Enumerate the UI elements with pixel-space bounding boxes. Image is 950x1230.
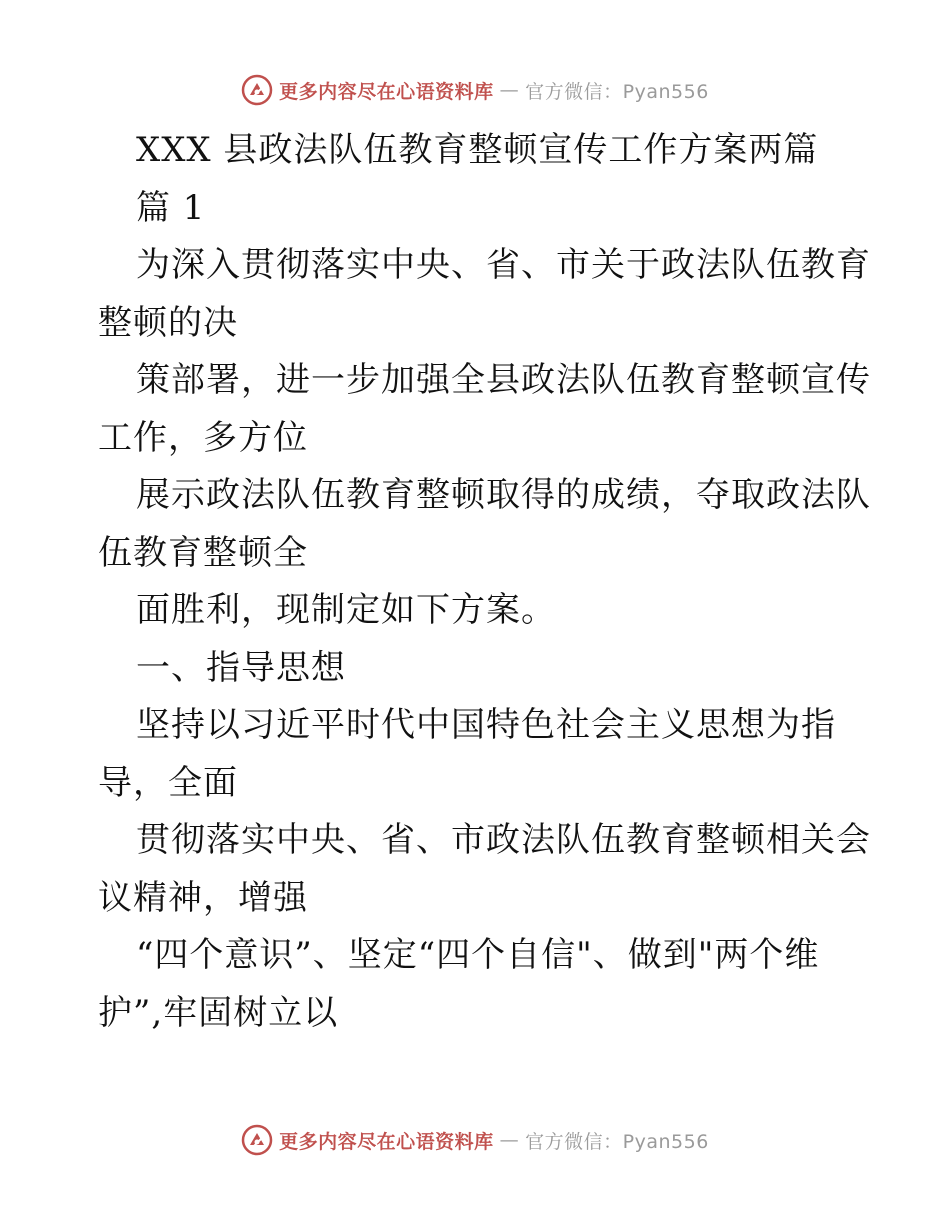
watermark-wechat-text: 官方微信：Pyan556 bbox=[525, 1130, 709, 1153]
paragraph-line: 坚持以习近平时代中国特色社会主义思想为指 bbox=[136, 705, 836, 745]
paragraph-line: 策部署，进一步加强全县政法队伍教育整顿宣传 bbox=[136, 360, 871, 400]
watermark-separator: — bbox=[499, 1129, 520, 1151]
watermark-site-text: 更多内容尽在心语资料库 bbox=[279, 1130, 494, 1153]
header-watermark bbox=[0, 74, 950, 106]
watermark-wechat-text: 官方微信：Pyan556 bbox=[525, 80, 709, 103]
paragraph-line: 议精神，增强 bbox=[98, 877, 308, 918]
paragraph-line: 面胜利，现制定如下方案。 bbox=[136, 590, 556, 630]
document-body bbox=[98, 122, 871, 1042]
paragraph-line: 导，全面 bbox=[98, 762, 238, 803]
section-heading: 一、指导思想 bbox=[136, 647, 346, 688]
logo-icon bbox=[241, 1124, 273, 1156]
paragraph-line: “四个意识”、坚定“四个自信"、做到"两个维 bbox=[136, 935, 820, 975]
paragraph-line: 工作，多方位 bbox=[98, 417, 308, 458]
paragraph-line: 为深入贯彻落实中央、省、市关于政法队伍教育 bbox=[136, 245, 871, 285]
paragraph-line: 展示政法队伍教育整顿取得的成绩，夺取政法队 bbox=[136, 475, 871, 515]
section-heading: 篇 1 bbox=[136, 187, 206, 228]
paragraph-line: 贯彻落实中央、省、市政法队伍教育整顿相关会 bbox=[136, 820, 871, 860]
footer-watermark bbox=[0, 1124, 950, 1156]
paragraph-line: 整顿的决 bbox=[98, 302, 238, 343]
document-title: XXX 县政法队伍教育整顿宣传工作方案两篇 bbox=[136, 130, 819, 170]
paragraph-line: 护”,牢固树立以 bbox=[98, 992, 339, 1033]
logo-icon bbox=[241, 74, 273, 106]
paragraph-line: 伍教育整顿全 bbox=[98, 532, 308, 573]
watermark-separator: — bbox=[499, 79, 520, 101]
watermark-site-text: 更多内容尽在心语资料库 bbox=[279, 80, 494, 103]
